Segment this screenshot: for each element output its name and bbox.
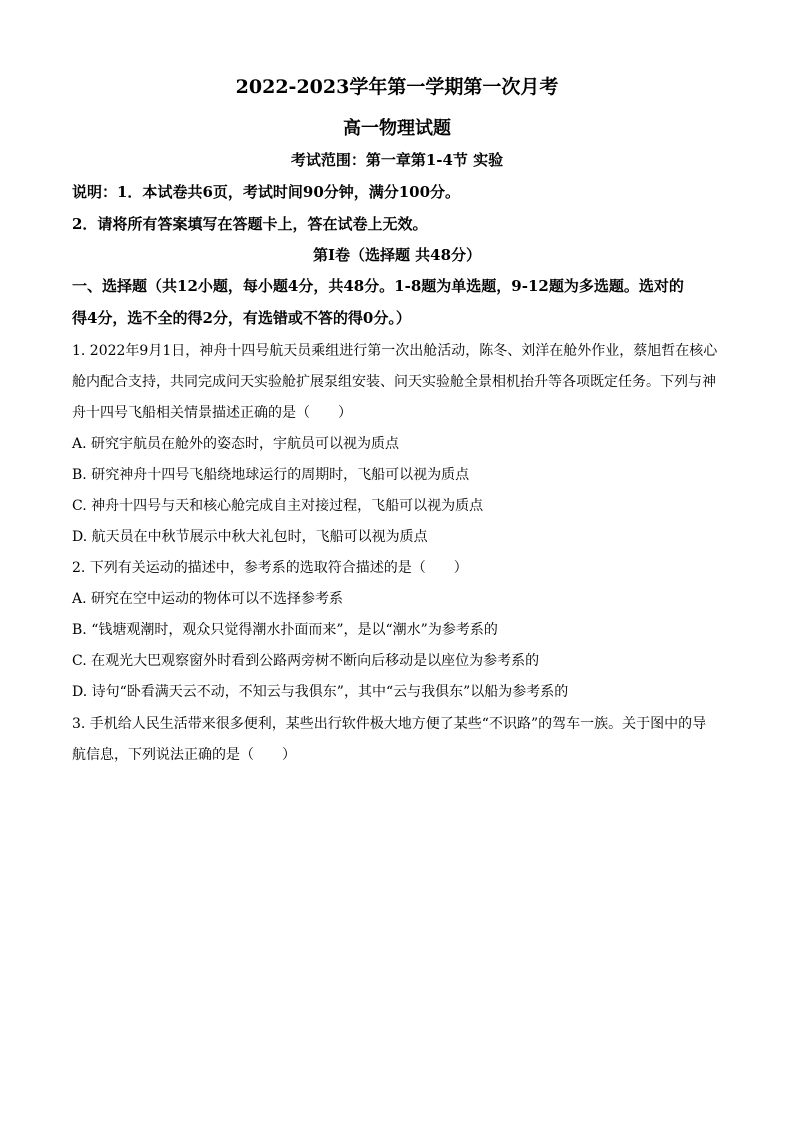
section-heading-line-1: 一、选择题（共12小题，每小题4分，共48分。1-8题为单选题，9-12题为多选题。选对的	[72, 277, 684, 295]
question-1-stem-line-2: 舱内配合支持，共同完成问天实验舱扩展泵组安装、问天实验舱全景相机抬升等各项既定任务。下列与神	[72, 374, 716, 390]
question-1-option-a: A. 研究宇航员在舱外的姿态时，宇航员可以视为质点	[72, 436, 400, 452]
question-2-option-d: D. 诗句“卧看满天云不动，不知云与我俱东”，其中“云与我俱东”以船为参考系的	[72, 684, 569, 700]
note-line-1: 说明：1．本试卷共6页，考试时间90分钟，满分100分。	[72, 183, 461, 201]
question-1-stem-line-1: 1. 2022年9月1日，神舟十四号航天员乘组进行第一次出舱活动，陈冬、刘洋在舱外作业，蔡旭哲在核心	[72, 343, 718, 359]
question-1-option-c: C. 神舟十四号与天和核心舱完成自主对接过程，飞船可以视为质点	[72, 498, 484, 514]
question-2-option-c: C. 在观光大巴观察窗外时看到公路两旁树不断向后移动是以座位为参考系的	[72, 653, 540, 669]
question-2-option-b: B. “钱塘观潮时，观众只觉得潮水扑面而来”，是以“潮水”为参考系的	[72, 622, 498, 638]
exam-scope: 考试范围：第一章第1-4节 实验	[290, 151, 504, 169]
question-2-stem-line-1: 2. 下列有关运动的描述中，参考系的选取符合描述的是（ ）	[72, 560, 468, 576]
exam-title: 2022-2023学年第一学期第一次月考	[235, 76, 559, 98]
question-2-option-a: A. 研究在空中运动的物体可以不选择参考系	[72, 591, 344, 607]
exam-subtitle: 高一物理试题	[343, 118, 451, 139]
question-1-stem-line-3: 舟十四号飞船相关情景描述正确的是（ ）	[72, 405, 352, 421]
question-1-option-d: D. 航天员在中秋节展示中秋大礼包时，飞船可以视为质点	[72, 529, 428, 545]
section-heading-line-2: 得4分，选不全的得2分，有选错或不答的得0分。）	[72, 309, 411, 327]
question-3-stem-line-2: 航信息，下列说法正确的是（ ）	[72, 747, 296, 763]
question-1-option-b: B. 研究神舟十四号飞船绕地球运行的周期时，飞船可以视为质点	[72, 467, 470, 483]
volume-title: 第Ⅰ卷（选择题 共48分）	[312, 246, 482, 264]
question-3-stem-line-1: 3. 手机给人民生活带来很多便利，某些出行软件极大地方便了某些“不识路”的驾车一族。关于图中的导	[72, 716, 707, 732]
note-line-2: 2．请将所有答案填写在答题卡上，答在试卷上无效。	[72, 215, 428, 233]
